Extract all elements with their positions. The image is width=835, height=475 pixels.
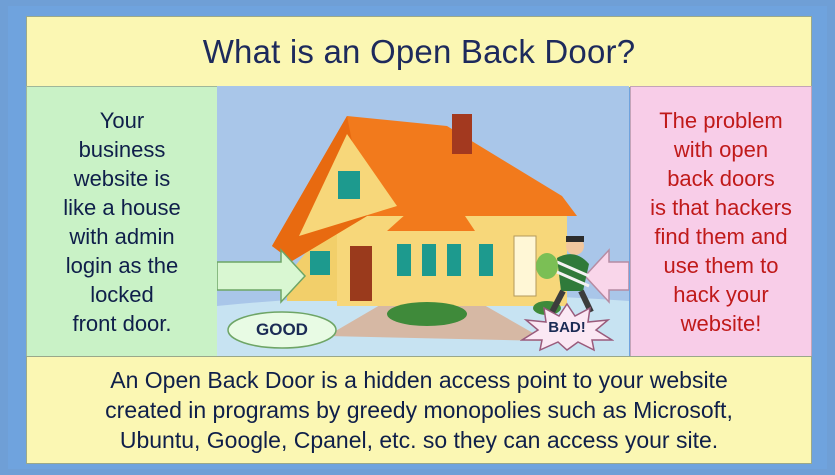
left-panel xyxy=(26,86,218,358)
right-panel xyxy=(630,86,812,358)
bad-arrow-icon xyxy=(585,250,629,302)
window xyxy=(397,244,411,276)
front-door xyxy=(350,246,372,301)
window xyxy=(422,244,436,276)
bad-label: BAD! xyxy=(548,318,586,336)
page-title: What is an Open Back Door? xyxy=(202,33,636,70)
bottom-definition-text: An Open Back Door is a hidden access point to your website created in programs by greedy monopolies such as Microsoft, Ubuntu, Google, Cpanel, etc. so they can access your site. xyxy=(105,367,733,453)
back-door-open xyxy=(514,236,536,296)
window xyxy=(310,251,330,275)
right-explanation-text: The problem with open back doors is that hackers find them and use them to hack your website! xyxy=(650,108,792,336)
chimney xyxy=(452,114,472,154)
window xyxy=(447,244,461,276)
window xyxy=(479,244,493,276)
gable-window xyxy=(338,171,360,199)
good-label: GOOD xyxy=(256,320,308,339)
bush xyxy=(387,302,467,326)
left-explanation-text: Your business website is like a house with admin login as the locked front door. xyxy=(63,108,181,336)
bottom-banner xyxy=(26,356,812,464)
title-banner xyxy=(26,16,812,88)
